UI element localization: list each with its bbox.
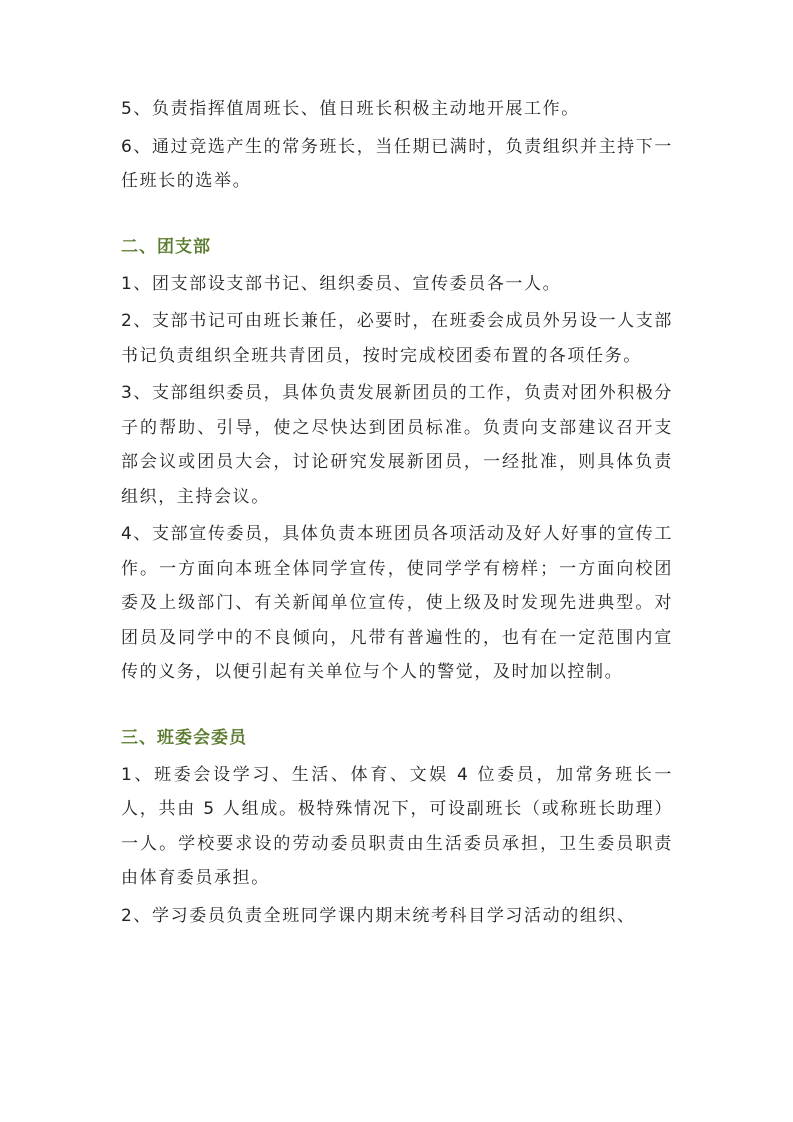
section-spacer	[121, 693, 673, 721]
paragraph-committee-item-1: 1、班委会设学习、生活、体育、文娱 4 位委员，加常务班长一人，共由 5 人组成。极特殊情况下，可设副班长（或称班长助理）一人。学校要求设的劳动委员职责由生活委员承担，卫生委员职责由体育委员承担。	[121, 764, 673, 888]
paragraph-item-5: 5、负责指挥值周班长、值日班长积极主动地开展工作。	[121, 99, 580, 119]
section-heading-class-committee: 三、班委会委员	[121, 727, 247, 748]
paragraph-league-item-4: 4、支部宣传委员，具体负责本班团员各项活动及好人好事的宣传工作。一方面向本班全体同学宣传，使同学学有榜样；一方面向校团委及上级部门、有关新闻单位宣传，使上级及时发现先进典型。对团员及同学中的不良倾向，凡带有普遍性的，也有在一定范围内宣传的义务，以便引起有关单位与个人的警觉，及时加以控制。	[121, 524, 673, 682]
paragraph-committee-item-2: 2、学习委员负责全班同学课内期末统考科目学习活动的组织、	[121, 905, 636, 926]
paragraph-league-item-2: 2、支部书记可由班长兼任，必要时，在班委会成员外另设一人支部书记负责组织全班共青团员，按时完成校团委布置的各项任务。	[121, 311, 673, 366]
paragraph-league-item-1: 1、团支部设支部书记、组织委员、宣传委员各一人。	[121, 273, 562, 294]
paragraph-item-6: 6、通过竞选产生的常务班长，当任期已满时，负责组织并主持下一任班长的选举。	[121, 136, 673, 191]
section-heading-league-branch: 二、团支部	[121, 236, 211, 257]
document-page	[121, 92, 673, 936]
section-spacer	[121, 202, 673, 230]
paragraph-league-item-3: 3、支部组织委员，具体负责发展新团员的工作，负责对团外积极分子的帮助、引导，使之尽快达到团员标准。负责向支部建议召开支部会议或团员大会，讨论研究发展新团员，一经批准，则具体负责组织，主持会议。	[121, 383, 673, 507]
